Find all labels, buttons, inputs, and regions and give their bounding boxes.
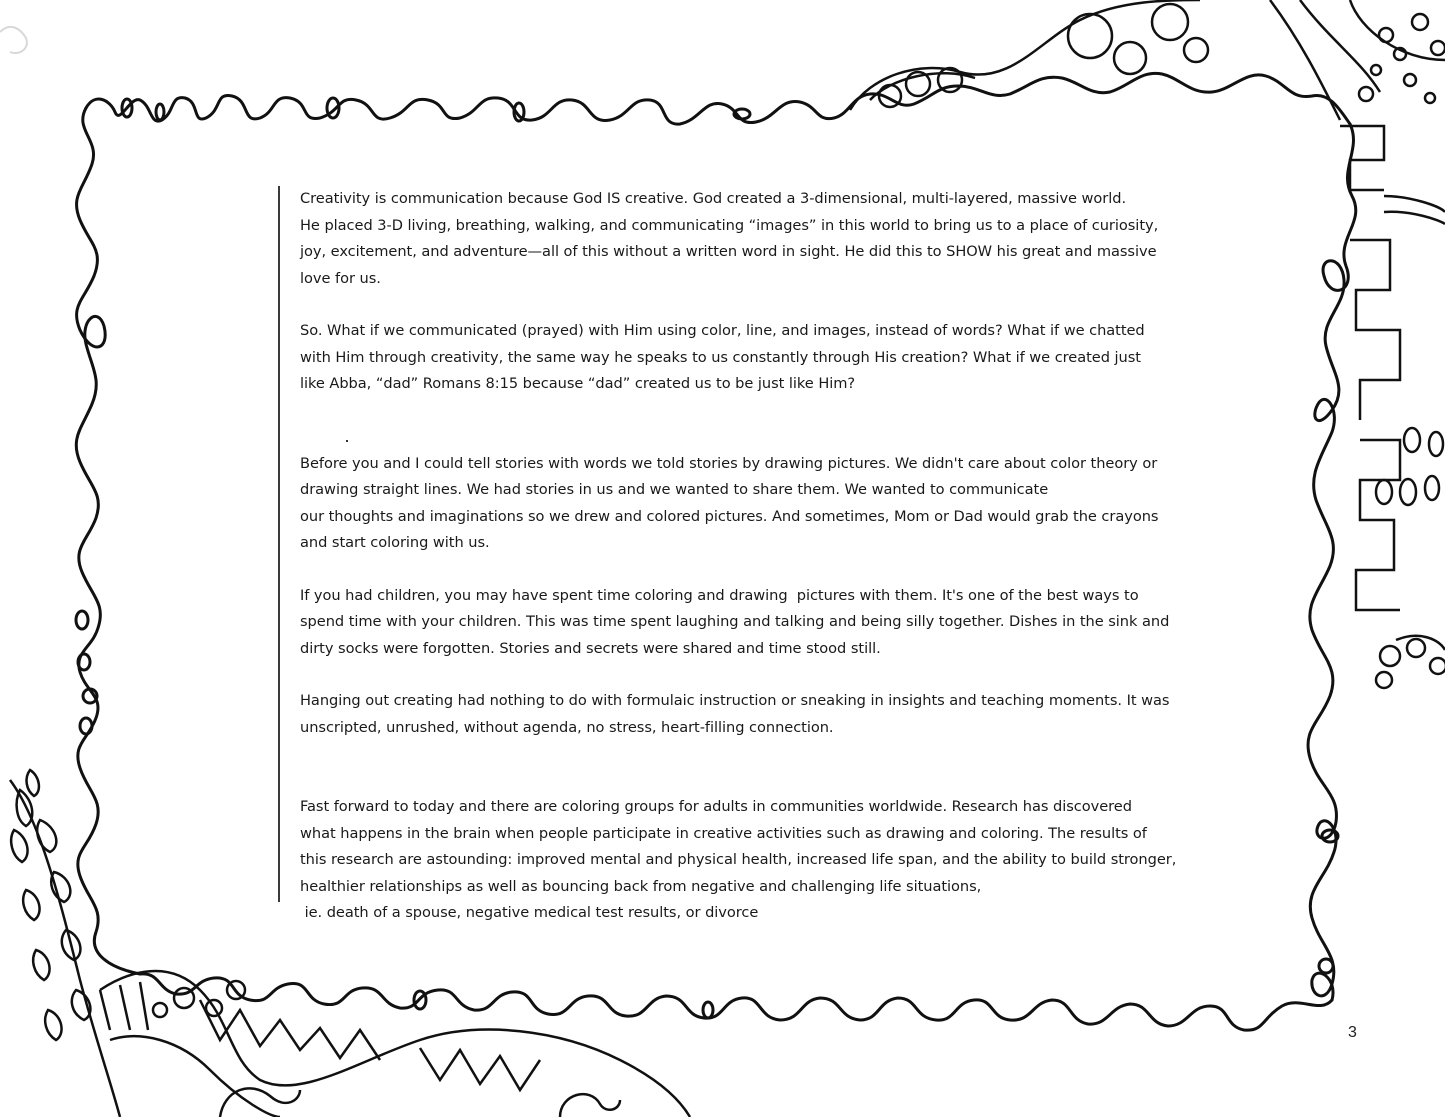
text-line: joy, excitement, and adventure—all of this without a written word in sight. He did this to SHOW his great and massive [300, 243, 1157, 260]
text-line: Hanging out creating had nothing to do with formulaic instruction or sneaking in insights and teaching moments. It was [300, 692, 1170, 709]
paragraph-hanging-out [300, 688, 1200, 741]
text-line: Creativity is communication because God IS creative. God created a 3-dimensional, multi-layered, massive world. [300, 190, 1127, 207]
text-line: like Abba, “dad” Romans 8:15 because “dad” created us to be just like Him? [300, 375, 856, 392]
paragraph-what-if [300, 318, 1200, 398]
text-line: ie. death of a spouse, negative medical test results, or divorce [300, 904, 759, 921]
paragraph-fast-forward [300, 794, 1200, 927]
page-number: 3 [1348, 1024, 1357, 1041]
text-line: He placed 3-D living, breathing, walking, and communicating “images” in this world to bring us to a place of curiosity, [300, 216, 1159, 234]
text-line: Fast forward to today and there are coloring groups for adults in communities worldwide. Research has discovered [300, 798, 1132, 815]
text-line: So. What if we communicated (prayed) with Him using color, line, and images, instead of words? What if we chatted [300, 322, 1145, 339]
text-line: dirty socks were forgotten. Stories and secrets were shared and time stood still. [300, 639, 881, 657]
text-line: and start coloring with us. [300, 534, 490, 551]
frame-bottom-squiggle [140, 974, 1332, 1030]
paragraph-children [300, 583, 1200, 663]
frame-right-squiggle [1308, 124, 1356, 1000]
body-text [300, 186, 1200, 927]
text-line: our thoughts and imaginations so we drew and colored pictures. And sometimes, Mom or Dad would grab the crayons [300, 507, 1159, 525]
frame-left-squiggle [76, 108, 140, 974]
text-line: what happens in the brain when people participate in creative activities such as drawing and coloring. The results of [300, 824, 1147, 842]
frame-top-squiggle [86, 73, 1350, 124]
paragraph-before-words [300, 451, 1200, 557]
paragraph-creativity [300, 186, 1200, 292]
text-line: If you had children, you may have spent time coloring and drawing pictures with them. It's one of the best ways to [300, 586, 1139, 604]
decor-top-left-mark [0, 27, 27, 53]
text-line: unscripted, unrushed, without agenda, no stress, heart-filling connection. [300, 718, 834, 736]
text-line: healthier relationships as well as bouncing back from negative and challenging life situations, [300, 877, 982, 895]
text-line: spend time with your children. This was time spent laughing and talking and being silly together. Dishes in the sink and [300, 613, 1170, 630]
text-line: Before you and I could tell stories with words we told stories by drawing pictures. We didn't care about color theory or [300, 454, 1158, 472]
vertical-rule [278, 186, 280, 902]
text-line: drawing straight lines. We had stories in us and we wanted to share them. We wanted to communicate [300, 481, 1049, 498]
text-line: this research are astounding: improved mental and physical health, increased life span, and the ability to build stronger, [300, 851, 1177, 868]
text-line: with Him through creativity, the same way he speaks to us constantly through His creation? What if we created just [300, 348, 1141, 366]
text-line: love for us. [300, 269, 381, 287]
